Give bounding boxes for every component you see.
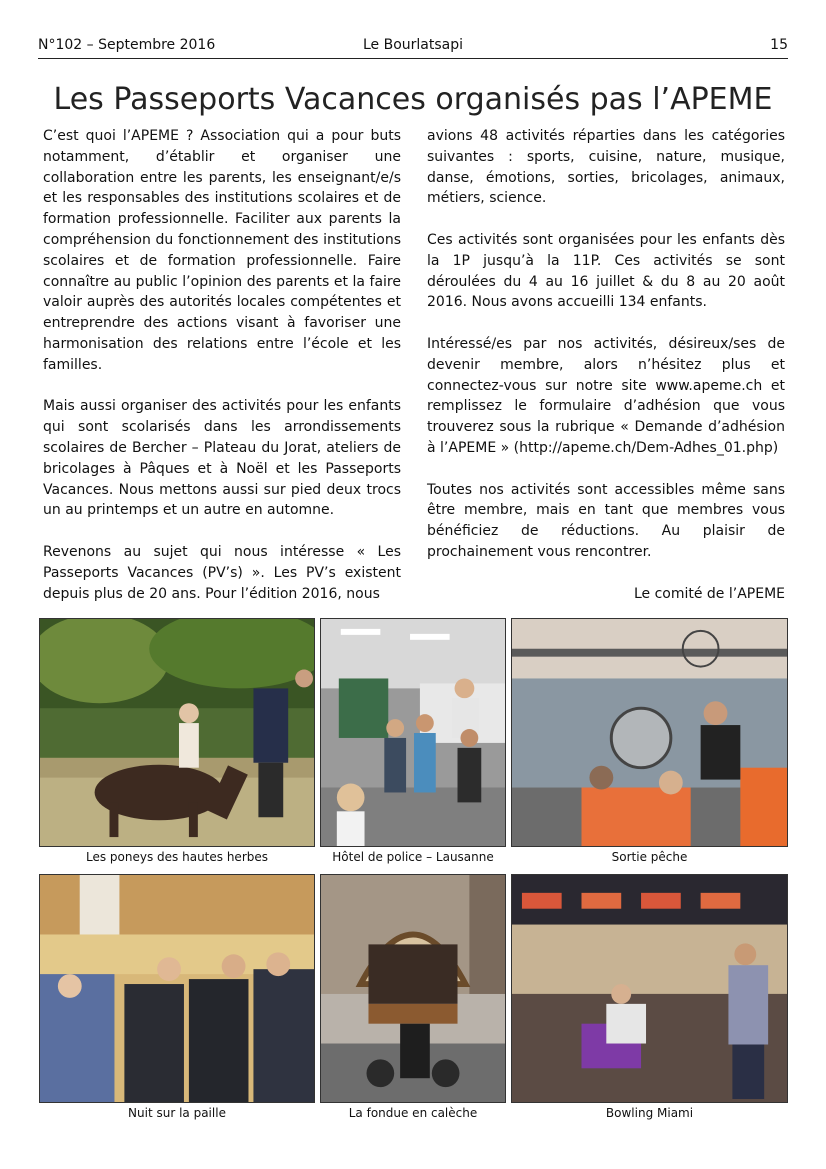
article-signature: Le comité de l’APEME <box>633 585 785 602</box>
photo-caption: Nuit sur la paille <box>128 1106 226 1120</box>
paragraph: Revenons au sujet qui nous intéresse « Les Passeports Vacances (PV’s) ». Les PV’s existent depuis plus de 20 ans. Pour l’édition 2016, nous <box>43 543 401 602</box>
paragraph: avions 48 activités réparties dans les catégories suivantes : sports, cuisine, nature, musique, danse, émotions, sorties, bricolages, animaux, métiers, science. <box>427 128 785 207</box>
paragraph: C’est quoi l’APEME ? Association qui a pour buts notamment, d’établir et organiser une collaboration entre les parents, les enseignant/e/s et les responsables des institutions scolaires et de formation professionnelle. Faciliter aux parents la compréhension du fonctionnement des institutions scolaires et de formation professionnelle. Faire connaître au public l’opinion des parents et la faire valoir auprès des autorités locales compétentes et entreprendre des actions visant à favoriser une harmonisation des relations entre l’école et les familles. <box>43 128 401 373</box>
photo-caption: La fondue en calèche <box>348 1106 478 1120</box>
photo-bowling <box>511 874 788 1103</box>
article-column-right <box>427 126 785 604</box>
photo-caption: Sortie pêche <box>611 850 688 864</box>
photo-carriage <box>320 874 506 1103</box>
article-column-left <box>43 126 401 604</box>
journal-name: Le Bourlatsapi <box>362 37 464 53</box>
photo-police <box>320 618 506 847</box>
photo-ponies <box>39 618 315 847</box>
photo-caption: Les poneys des hautes herbes <box>86 850 268 864</box>
page-number: 15 <box>770 37 788 53</box>
paragraph: Intéressé/es par nos activités, désireux/ses de devenir membre, alors n’hésitez plus et connectez-vous sur notre site www.apeme.ch et remplissez le formulaire d’adhésion que vous trouverez sous la rubrique « Demande d’adhésion à l’APEME » (http://apeme.ch/Dem-Adhes_01.php) <box>427 335 785 456</box>
paragraph: Toutes nos activités sont accessibles même sans être membre, mais en tant que membres vous bénéficiez de réductions. Au plaisir de prochainement vous rencontrer. <box>427 481 785 560</box>
photo-caption: Bowling Miami <box>605 1106 694 1120</box>
issue-label: N°102 – Septembre 2016 <box>38 37 216 53</box>
photo-fishing <box>511 618 788 847</box>
photo-straw-night <box>39 874 315 1103</box>
paragraph: Ces activités sont organisées pour les enfants dès la 1P jusqu’à la 11P. Ces activités se sont déroulées du 4 au 16 juillet & du 8 au 20 août 2016. Nous avons accueilli 134 enfants. <box>427 231 785 311</box>
photo-caption: Hôtel de police – Lausanne <box>332 850 494 864</box>
page-header <box>38 36 788 59</box>
paragraph: Mais aussi organiser des activités pour les enfants qui sont scolarisés dans les arrondissements scolaires de Bercher – Plateau du Jorat, ateliers de bricolages à Pâques et à Noël et les Passeports Vacances. Nous mettons aussi sur pied deux trocs un au printemps et un autre en automne. <box>43 398 401 519</box>
article-title: Les Passeports Vacances organisés pas l’APEME <box>53 82 773 117</box>
